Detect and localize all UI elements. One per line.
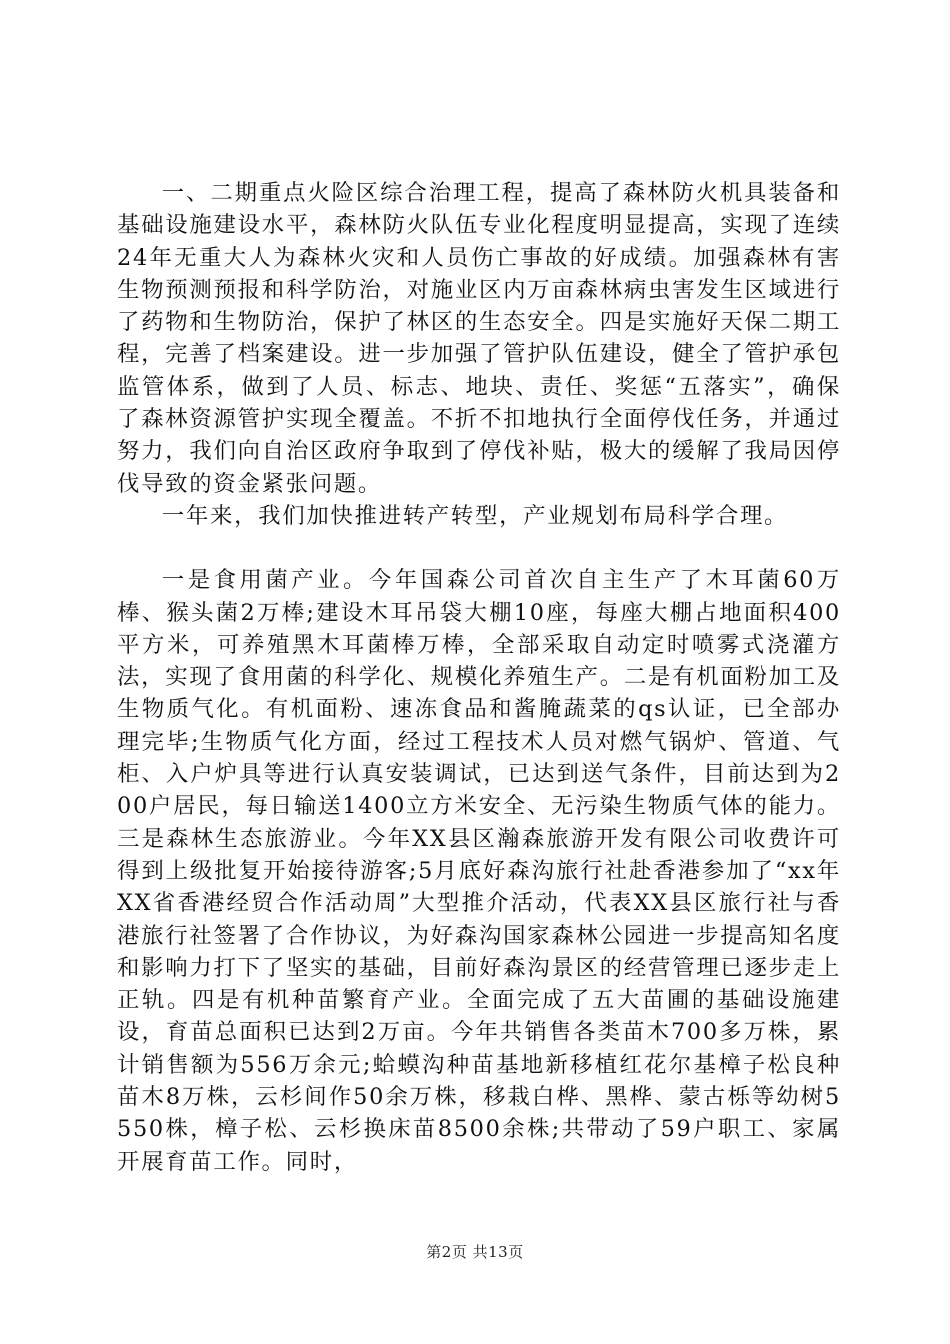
document-body [117,177,841,1178]
paragraph-industry-transition: 一年来，我们加快推进转产转型，产业规划布局科学合理。 [161,502,789,529]
paragraph-spacer [117,532,841,564]
paragraph-fire-prevention: 一、二期重点火险区综合治理工程，提高了森林防火机具装备和基础设施建设水平，森林防火队伍专业化程度明显提高，实现了连续24年无重大人为森林火灾和人员伤亡事故的好成绩。加强森林有害生物预测预报和科学防治，对施业区内万亩森林病虫害发生区域进行了药物和生物防治，保护了林区的生态安全。四是实施好天保二期工程，完善了档案建设。进一步加强了管护队伍建设，健全了管护承包监管体系，做到了人员、标志、地块、责任、奖惩“五落实”，确保了森林资源管护实现全覆盖。不折不扣地执行全面停伐任务，并通过努力，我们向自治区政府争取到了停伐补贴，极大的缓解了我局因停伐导致的资金紧张问题。 [117,180,841,497]
page-footer: 第2页 共13页 [426,1243,524,1261]
paragraph-industries-detail: 一是食用菌产业。今年国森公司首次自主生产了木耳菌60万棒、猴头菌2万棒;建设木耳吊袋大棚10座，每座大棚占地面积400平方米，可养殖黑木耳菌棒万棒，全部采取自动定时喷雾式浇灌方法，实现了食用菌的科学化、规模化养殖生产。二是有机面粉加工及生物质气化。有机面粉、速冻食品和酱腌蔬菜的qs认证，已全部办理完毕;生物质气化方面，经过工程技术人员对燃气锅炉、管道、气柜、入户炉具等进行认真安装调试，已达到送气条件，目前达到为200户居民，每日输送1400立方米安全、无污染生物质气体的能力。三是森林生态旅游业。今年XX县区瀚森旅游开发有限公司收费许可得到上级批复开始接待游客;5月底好森沟旅行社赴香港参加了“xx年XX省香港经贸合作活动周”大型推介活动，代表XX县区旅行社与香港旅行社签署了合作协议，为好森沟国家森林公园进一步提高知名度和影响力打下了坚实的基础，目前好森沟景区的经营管理已逐步走上正轨。四是有机种苗繁育产业。全面完成了五大苗圃的基础设施建设，育苗总面积已达到2万亩。今年共销售各类苗木700多万株，累计销售额为556万余元;蛤蟆沟种苗基地新移植红花尔基樟子松良种苗木8万株，云杉间作50余万株，移栽白桦、黑桦、蒙古栎等幼树5550株，樟子松、云杉换床苗8500余株;共带动了59户职工、家属开展育苗工作。同时， [117,567,841,1175]
